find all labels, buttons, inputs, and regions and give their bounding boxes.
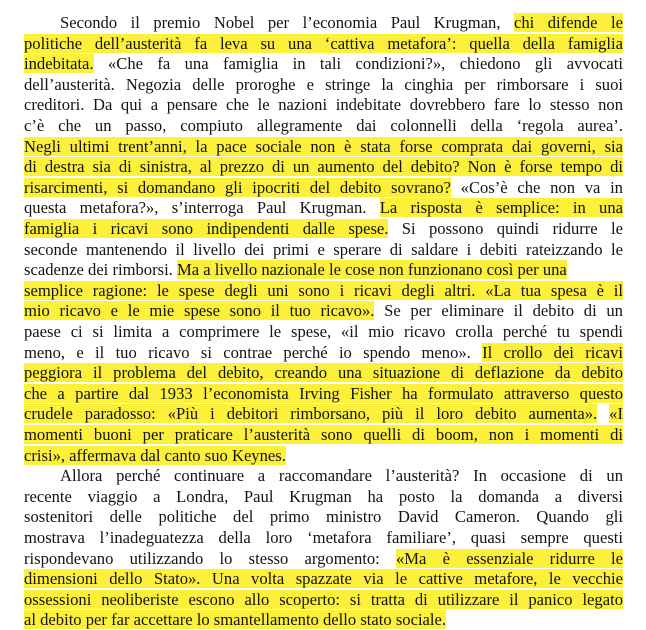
text-segment: seconde mantenendo il livello dei primi e sperare di saldare i debiti rateizzando le: [24, 239, 623, 259]
text-segment: «Cos’è che non va in: [450, 177, 623, 197]
highlighted-text: «I: [609, 404, 623, 424]
text-segment: [597, 404, 609, 423]
text-segment: creditori. Da qui a pensare che le nazioni indebitate dovrebbero fare lo stesso non: [24, 95, 623, 115]
highlighted-text: La risposta è semplice: in una: [379, 198, 624, 218]
text-line: [24, 569, 623, 589]
text-line: [24, 363, 623, 383]
text-line: [24, 446, 623, 466]
text-segment: recente viaggio a Londra, Paul Krugman ha posto la domanda a diversi: [24, 486, 623, 506]
text-line: [24, 178, 623, 198]
text-line: [24, 425, 623, 445]
highlighted-text: crudele paradosso: «Più i debitori rimborsano, più il loro debito aumenta».: [24, 404, 598, 424]
text-segment: Allora perché continuare a raccomandare l’austerità? In occasione di un: [60, 466, 623, 486]
highlighted-text: mio ricavo e le mie spese sono il tuo ricavo».: [24, 301, 375, 321]
text-segment: Secondo il premio Nobel per l’economia Paul Krugman,: [60, 13, 514, 32]
text-line: [24, 384, 623, 404]
highlighted-text: dimensioni dello Stato». Una volta spazzate via le cattive metafore, le vecchie: [24, 569, 623, 589]
text-line: [24, 260, 623, 280]
highlighted-text: momenti buoni per praticare l’austerità sono quelli di boom, non i momenti di: [24, 425, 623, 444]
text-segment: scadenze dei rimborsi.: [24, 260, 177, 280]
text-line: [24, 610, 623, 630]
highlighted-text: famiglia i ricavi sono indipendenti dalle spese.: [24, 219, 389, 238]
highlighted-text: ossessioni neoliberiste escono allo scoperto: si tratta di utilizzare il panico legato: [24, 589, 623, 609]
highlighted-text: Negli ultimi trent’anni, la pace sociale non è stata forse comprata dai governi, sia: [24, 136, 623, 156]
text-segment: meno, e il tuo ricavo si contrae perché io spendo meno».: [24, 342, 483, 362]
text-line: [24, 34, 623, 54]
highlighted-text: Ma a livello nazionale le cose non funzionano così per una: [176, 260, 567, 280]
highlighted-text: risarcimenti, si domandano gli ipocriti del debito sovrano?: [24, 177, 451, 197]
text-line: [24, 549, 623, 569]
text-segment: Se per eliminare il debito di un: [374, 301, 623, 321]
text-segment: rispondevano utilizzando lo stesso argomento:: [24, 548, 396, 568]
highlighted-text: Il crollo dei ricavi: [482, 342, 623, 362]
highlighted-text: chi difende le: [514, 13, 623, 32]
text-segment: «Che fa una famiglia in tali condizioni?», chiedono gli avvocati: [93, 54, 623, 74]
text-segment: Si possono quindi ridurre le: [388, 219, 623, 238]
text-line: [24, 198, 623, 218]
highlighted-text: «Ma è essenziale ridurre le: [396, 548, 623, 568]
text-segment: c’è che un passo, compiuto allegramente dai colonnelli della ‘regola aurea’.: [24, 116, 623, 135]
text-line: [24, 75, 623, 95]
text-line: [24, 95, 623, 115]
highlighted-text: semplice ragione: le spese degli uni sono i ricavi degli altri. «La tua spesa è il: [24, 280, 623, 300]
text-line: [60, 13, 623, 33]
text-line: [24, 137, 623, 157]
text-line: [24, 404, 623, 424]
text-line: [60, 466, 623, 486]
text-line: [24, 343, 623, 363]
text-line: [24, 322, 623, 342]
highlighted-text: al debito per far accettare lo smantellamento dello stato sociale.: [24, 610, 447, 630]
text-line: [24, 590, 623, 610]
text-line: [24, 301, 623, 321]
text-line: [24, 281, 623, 301]
text-line: [24, 54, 623, 74]
highlighted-text: peggiora il problema del debito, creando una situazione di deflazione da debito: [24, 363, 623, 383]
highlighted-text: indebitata.: [24, 54, 94, 74]
highlighted-text: politiche dell’austerità fa leva su una ‘cattiva metafora’: quella della famiglia: [24, 33, 623, 53]
text-line: [24, 240, 623, 260]
text-segment: sostenitori delle politiche del primo ministro David Cameron. Quando gli: [24, 507, 623, 527]
text-line: [24, 528, 623, 548]
text-line: [24, 157, 623, 177]
text-line: [24, 487, 623, 507]
text-segment: dell’austerità. Negozia delle proroghe e stringe la cinghia per rimborsare i suoi: [24, 74, 623, 94]
highlighted-text: che a partire dal 1933 l’economista Irving Fisher ha formulato attraverso questo: [24, 383, 623, 403]
highlighted-text: crisi», affermava dal canto suo Keynes.: [24, 445, 286, 465]
text-line: [24, 219, 623, 239]
text-line: [24, 507, 623, 527]
text-segment: mostrava l’inadeguatezza della loro ‘metafora familiare’, quasi sempre questi: [24, 528, 623, 547]
text-segment: paese ci si limita a comprimere le spese, «il mio ricavo crolla perché tu spendi: [24, 322, 623, 341]
highlighted-text: di destra sia di sinistra, al prezzo di un aumento del debito? Non è forse tempo di: [24, 157, 623, 177]
text-line: [24, 116, 623, 136]
text-segment: questa metafora?», s’interroga Paul Krugman.: [24, 198, 380, 218]
